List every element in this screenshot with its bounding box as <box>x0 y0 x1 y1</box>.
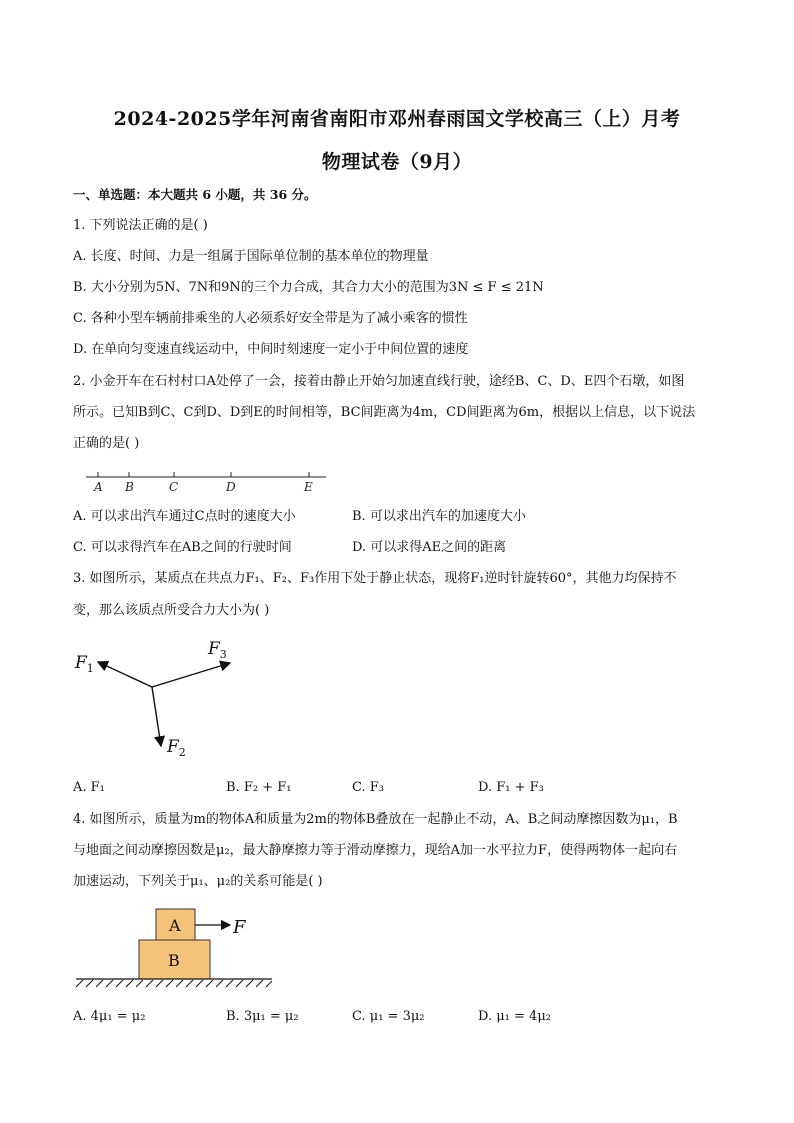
q2-label-b: B <box>125 480 134 494</box>
q2-option-b: B. 可以求出汽车的加速度大小 <box>352 509 526 524</box>
q2-label-e: E <box>304 480 313 494</box>
q1-option-d: D. 在单向匀变速直线运动中，中间时刻速度一定小于中间位置的速度 <box>73 342 469 357</box>
q4-stem-line1: 4. 如图所示，质量为m的物体A和质量为2m的物体B叠放在一起静止不动，A、B之间动摩擦因数为μ₁，B <box>73 812 678 827</box>
q2-label-d: D <box>226 480 236 494</box>
ground-hatching <box>76 980 272 987</box>
q4-option-b: B. 3μ₁ = μ₂ <box>226 1009 299 1024</box>
q4-option-d: D. μ₁ = 4μ₂ <box>478 1009 551 1024</box>
svg-text:F1: $F_1$ <box>75 653 94 675</box>
q2-label-a: A <box>94 480 103 494</box>
q2-label-c: C <box>169 480 179 494</box>
force-arrow-f1 <box>98 662 152 687</box>
q2-road-figure <box>84 468 334 496</box>
q4-option-c: C. μ₁ = 3μ₂ <box>352 1009 425 1024</box>
q2-stem-line3: 正确的是( ) <box>73 436 140 451</box>
q4-option-a: A. 4μ₁ = μ₂ <box>73 1009 146 1024</box>
q2-stem-line1: 2. 小金开车在石村村口A处停了一会，接着由静止开始匀加速直线行驶，途经B、C、D、E四个石墩，如图 <box>73 374 685 389</box>
q3-stem-line2: 变，那么该质点所受合力大小为( ) <box>73 603 270 618</box>
q1-option-c: C. 各种小型车辆前排乘坐的人必须系好安全带是为了减小乘客的惯性 <box>73 311 468 326</box>
exam-title-line1: 2024-2025学年河南省南阳市邓州春雨国文学校高三（上）月考 <box>113 108 681 130</box>
q1-option-a: A. 长度、时间、力是一组属于国际单位制的基本单位的物理量 <box>73 249 429 264</box>
exam-title-line2: 物理试卷（9月） <box>321 151 473 173</box>
q1-option-b: B. 大小分别为5N、7N和9N的三个力合成，其合力大小的范围为3N ≤ F ≤ 21N <box>73 280 544 295</box>
q2-stem-line2: 所示。已知B到C、C到D、D到E的时间相等，BC间距离为4m，CD间距离为6m，根据以上信息，以下说法 <box>73 405 696 420</box>
svg-text:A: A <box>169 916 181 935</box>
svg-text:F2: $F_2$ <box>167 737 186 759</box>
q2-option-c: C. 可以求得汽车在AB之间的行驶时间 <box>73 540 292 555</box>
svg-text:B: B <box>168 951 180 970</box>
q2-option-d: D. 可以求得AE之间的距离 <box>352 540 507 555</box>
q3-stem-line1: 3. 如图所示，某质点在共点力F₁、F₂、F₃作用下处于静止状态，现将F₁逆时针旋转60°，其他力均保持不 <box>73 571 677 586</box>
q2-option-a: A. 可以求出汽车通过C点时的速度大小 <box>73 509 296 524</box>
q3-option-c: C. F₃ <box>352 780 384 795</box>
section-heading: 一、单选题：本大题共 6 小题，共 36 分。 <box>73 187 317 202</box>
q4-blocks-figure <box>72 905 282 995</box>
force-arrow-f2 <box>152 687 161 746</box>
force-arrow-f3 <box>152 663 230 687</box>
q1-stem: 1. 下列说法正确的是( ) <box>73 218 208 233</box>
svg-text:F3: $F_3$ <box>208 639 227 661</box>
q4-stem-line3: 加速运动，下列关于μ₁、μ₂的关系可能是( ) <box>73 874 323 889</box>
q4-stem-line2: 与地面之间动摩擦因数是μ₂，最大静摩擦力等于滑动摩擦力，现给A加一水平拉力F，使得两物体一起向右 <box>73 843 678 858</box>
q3-force-figure <box>70 634 250 764</box>
svg-text:F: F <box>233 917 246 938</box>
q3-option-d: D. F₁ + F₃ <box>478 780 544 795</box>
q3-option-a: A. F₁ <box>73 780 105 795</box>
q3-option-b: B. F₂ + F₁ <box>226 780 292 795</box>
